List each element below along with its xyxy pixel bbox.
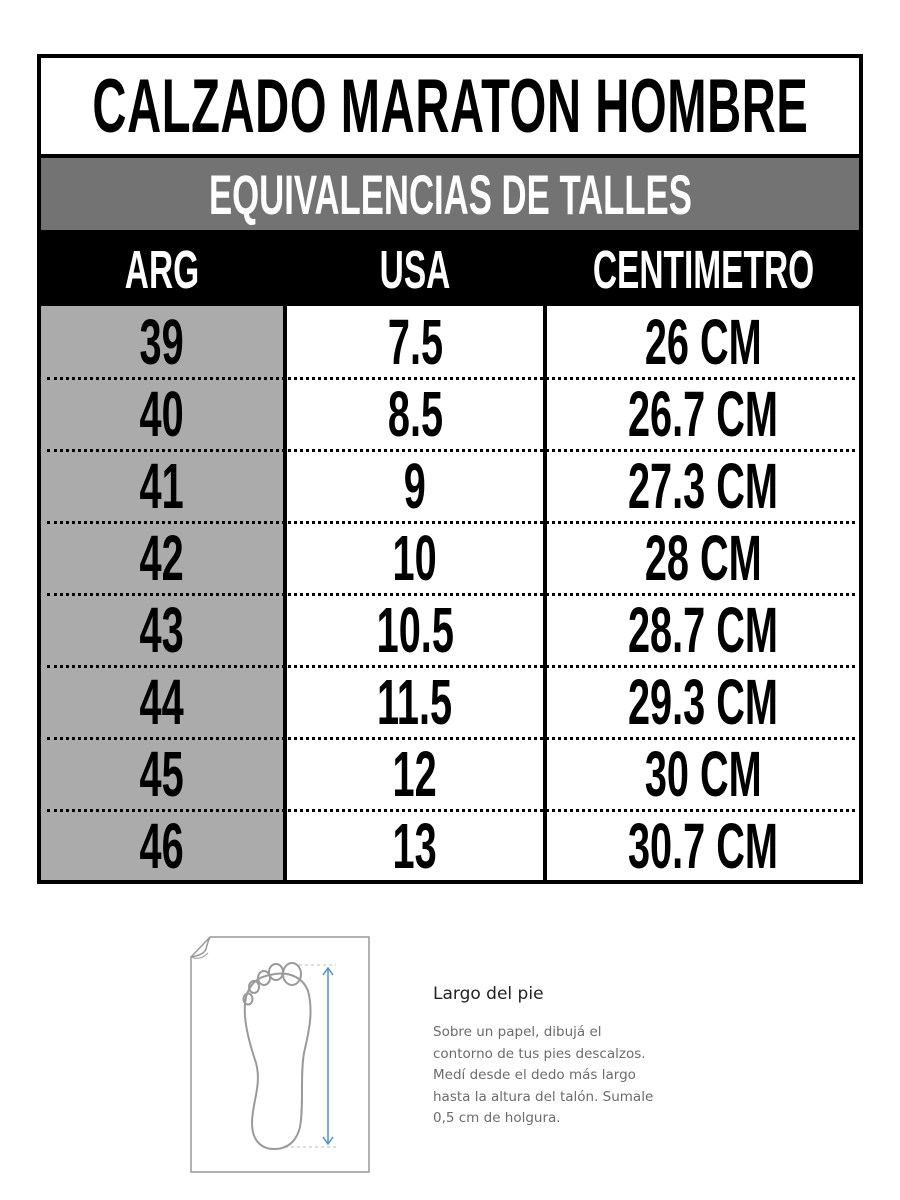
cell-arg-value: 40 [139,378,185,450]
cell-usa-value: 10 [392,522,438,594]
cell-usa-value: 13 [392,810,438,882]
table-header [41,234,859,306]
cell-arg [41,594,283,666]
cell-centimetro-value: 27.3 CM [628,450,778,522]
cell-usa [287,378,543,450]
table-body [41,306,859,880]
cell-arg [41,306,283,378]
header-label-arg: ARG [124,240,200,300]
cell-usa-value: 8.5 [387,378,443,450]
cell-usa-value: 9 [403,450,427,522]
cell-centimetro [547,666,859,738]
cell-usa-value: 11.5 [377,666,453,738]
instruction-line: 0,5 cm de holgura. [433,1110,561,1126]
cell-usa [287,306,543,378]
cell-centimetro [547,594,859,666]
column-divider [543,306,547,880]
foot-guide-text [433,984,703,1130]
cell-arg [41,522,283,594]
table-row [41,810,859,882]
cell-centimetro [547,522,859,594]
cell-centimetro-value: 30 CM [644,738,762,810]
table-row [41,522,859,594]
cell-arg [41,666,283,738]
cell-arg-value: 42 [139,522,185,594]
header-label-centimetro: CENTIMETRO [592,240,814,300]
title-row [41,58,859,158]
table-row [41,666,859,738]
header-cell-centimetro [547,234,859,306]
cell-usa-value: 10.5 [376,594,454,666]
cell-centimetro-value: 28 CM [644,522,762,594]
page-title: CALZADO MARATON HOMBRE [91,63,809,149]
cell-arg-value: 44 [139,666,185,738]
cell-arg-value: 41 [139,450,185,522]
cell-arg-value: 39 [139,306,185,378]
header-cell-usa [287,234,543,306]
cell-centimetro [547,306,859,378]
cell-usa-value: 7.5 [387,306,443,378]
cell-arg [41,378,283,450]
cell-centimetro [547,810,859,882]
cell-usa [287,594,543,666]
foot-guide-instructions [433,1022,703,1130]
instruction-line: contorno de tus pies descalzos. [433,1045,646,1062]
instruction-line: Sobre un papel, dibujá el [433,1024,602,1040]
cell-centimetro [547,378,859,450]
cell-centimetro-value: 28.7 CM [628,594,778,666]
cell-arg [41,738,283,810]
table-row [41,594,859,666]
subtitle-row [41,158,859,234]
cell-usa [287,738,543,810]
cell-centimetro-value: 26.7 CM [628,378,778,450]
cell-centimetro [547,450,859,522]
table-row [41,738,859,810]
instruction-line: hasta la altura del talón. Sumale [433,1088,654,1105]
foot-outline-icon [190,935,370,1173]
cell-centimetro [547,738,859,810]
page-subtitle: EQUIVALENCIAS DE TALLES [208,162,692,226]
cell-arg [41,450,283,522]
cell-arg-value: 45 [139,738,185,810]
column-divider [283,306,287,880]
cell-usa [287,450,543,522]
foot-diagram [190,935,370,1173]
size-table [37,54,863,884]
table-row [41,306,859,378]
instruction-line: Medí desde el dedo más largo [433,1067,636,1083]
foot-guide-title: Largo del pie [433,984,544,1004]
cell-usa [287,810,543,882]
table-row [41,450,859,522]
table-row [41,378,859,450]
cell-usa [287,522,543,594]
cell-centimetro-value: 29.3 CM [628,666,778,738]
cell-centimetro-value: 30.7 CM [628,810,778,882]
cell-centimetro-value: 26 CM [644,306,762,378]
cell-arg [41,810,283,882]
header-label-usa: USA [379,240,451,300]
cell-arg-value: 46 [139,810,185,882]
cell-usa-value: 12 [392,738,438,810]
header-cell-arg [41,234,283,306]
cell-arg-value: 43 [139,594,185,666]
cell-usa [287,666,543,738]
